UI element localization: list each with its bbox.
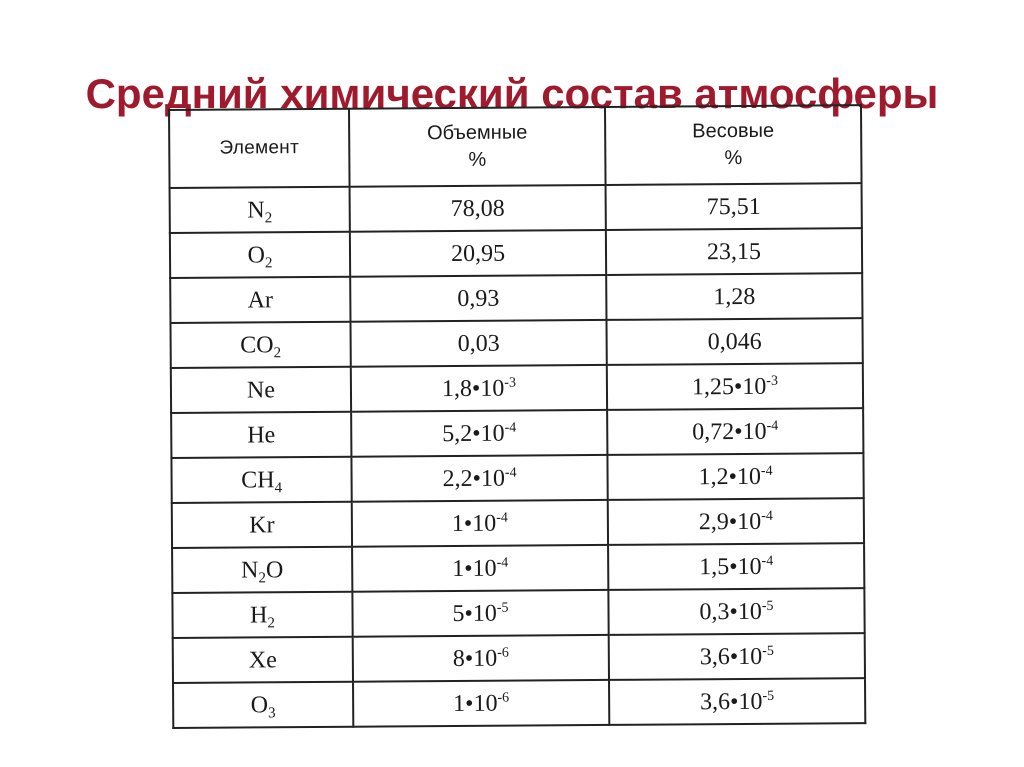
element-symbol: Xe <box>248 646 277 673</box>
weight-percent-cell <box>609 633 865 680</box>
element-symbol: N <box>247 196 265 223</box>
header-weight-unit: % <box>724 146 743 170</box>
volume-value: 1•10 <box>452 555 497 582</box>
header-volume-unit: % <box>468 148 487 171</box>
weight-percent-cell <box>607 453 863 500</box>
weight-percent-cell <box>606 183 862 230</box>
volume-percent-cell <box>350 185 606 232</box>
volume-percent-cell <box>353 635 609 682</box>
table-body <box>170 183 866 728</box>
weight-value: 0,72•10 <box>692 418 767 445</box>
element-subscript: 2 <box>267 614 276 631</box>
composition-table-container <box>168 104 864 727</box>
weight-percent-cell <box>609 678 865 725</box>
volume-percent-cell <box>351 455 607 502</box>
volume-percent-cell <box>352 590 608 637</box>
table-row <box>171 363 863 413</box>
weight-exponent: -4 <box>766 418 779 434</box>
volume-percent-cell <box>352 500 608 547</box>
volume-exponent: -4 <box>496 510 508 526</box>
weight-percent-cell <box>606 273 862 320</box>
table-row <box>170 318 862 368</box>
volume-percent-cell <box>351 365 607 412</box>
volume-exponent: -5 <box>496 600 509 616</box>
weight-value: 1,2•10 <box>698 463 762 490</box>
weight-percent-cell <box>608 498 864 545</box>
element-symbol: N <box>241 556 259 584</box>
weight-percent-cell <box>606 228 862 275</box>
table-row <box>173 678 865 728</box>
element-subscript: 4 <box>274 479 283 496</box>
volume-value: 1,8•10 <box>441 375 505 402</box>
element-subscript: 3 <box>268 704 276 721</box>
weight-exponent: -5 <box>762 688 775 704</box>
weight-value: 0,046 <box>707 328 762 355</box>
element-symbol: Kr <box>249 511 275 538</box>
element-symbol: O <box>250 691 269 718</box>
table-row <box>171 408 863 458</box>
volume-value: 5•10 <box>452 600 497 627</box>
weight-exponent: -4 <box>760 463 773 479</box>
volume-exponent: -4 <box>504 465 517 481</box>
element-symbol: CH <box>241 466 275 493</box>
element-subscript: 2 <box>264 209 273 226</box>
table-row <box>170 273 862 323</box>
weight-exponent: -4 <box>761 553 774 569</box>
element-cell <box>172 502 352 548</box>
element-symbol: He <box>247 421 276 448</box>
header-element <box>169 109 350 188</box>
element-cell <box>170 322 350 368</box>
volume-value: 0,03 <box>457 330 500 357</box>
element-symbol: H <box>250 601 268 628</box>
element-cell <box>172 592 352 638</box>
weight-value: 2,9•10 <box>698 508 762 535</box>
weight-percent-cell <box>608 588 864 635</box>
volume-percent-cell <box>353 680 609 727</box>
element-symbol: O <box>247 241 266 268</box>
weight-percent-cell <box>608 543 864 590</box>
element-symbol: CO <box>240 331 274 359</box>
weight-percent-cell <box>607 408 863 455</box>
volume-exponent: -6 <box>497 690 510 706</box>
element-cell <box>171 367 351 413</box>
element-symbol: Ne <box>246 376 276 403</box>
table-row <box>173 633 865 683</box>
weight-value: 3,6•10 <box>700 688 763 715</box>
element-symbol-tail: O <box>265 556 284 583</box>
weight-exponent: -5 <box>762 643 774 659</box>
weight-value: 1,25•10 <box>691 373 767 400</box>
composition-table <box>168 104 866 729</box>
header-element-label: Элемент <box>219 137 300 159</box>
element-cell <box>170 232 350 278</box>
weight-value: 1,5•10 <box>699 553 762 580</box>
header-volume-percent <box>349 107 606 187</box>
weight-exponent: -4 <box>761 508 773 524</box>
volume-percent-cell <box>351 410 607 457</box>
table-row <box>171 453 863 503</box>
weight-percent-cell <box>606 318 862 365</box>
header-weight-label: Весовые <box>692 119 775 143</box>
element-cell <box>170 277 350 323</box>
element-cell <box>171 457 351 503</box>
weight-value: 1,28 <box>713 283 756 310</box>
element-subscript: 2 <box>258 569 267 586</box>
element-cell <box>170 187 350 233</box>
element-cell <box>171 412 351 458</box>
table-row <box>172 543 864 593</box>
volume-value: 1•10 <box>451 510 497 537</box>
volume-value: 0,93 <box>457 285 500 312</box>
header-volume-label: Объемные <box>426 121 528 145</box>
table-header-row <box>169 105 862 188</box>
volume-exponent: -6 <box>497 645 509 661</box>
volume-percent-cell <box>350 230 606 277</box>
element-subscript: 2 <box>273 344 282 361</box>
volume-exponent: -3 <box>504 375 517 391</box>
volume-value: 2,2•10 <box>442 465 506 492</box>
volume-value: 78,08 <box>450 195 505 222</box>
element-cell <box>172 547 352 593</box>
volume-value: 8•10 <box>452 645 498 672</box>
table-row <box>172 588 864 638</box>
volume-exponent: -4 <box>504 420 517 436</box>
weight-value: 75,51 <box>706 193 761 220</box>
element-cell <box>173 682 353 728</box>
table-row <box>170 183 862 233</box>
header-weight-percent <box>605 105 862 185</box>
element-subscript: 2 <box>264 254 273 271</box>
element-symbol: Ar <box>247 286 274 313</box>
volume-percent-cell <box>350 320 606 367</box>
table-row <box>170 228 862 278</box>
weight-value: 23,15 <box>706 238 762 265</box>
volume-percent-cell <box>352 545 608 592</box>
volume-value: 5,2•10 <box>442 420 505 447</box>
weight-exponent: -3 <box>766 373 778 389</box>
weight-percent-cell <box>607 363 863 410</box>
volume-percent-cell <box>350 275 606 322</box>
slide-title: Средний химический состав атмосферы <box>85 70 939 118</box>
volume-exponent: -4 <box>496 555 509 571</box>
weight-exponent: -5 <box>761 598 774 614</box>
weight-value: 3,6•10 <box>699 643 763 670</box>
element-cell <box>173 637 353 683</box>
weight-value: 0,3•10 <box>699 598 762 625</box>
volume-value: 1•10 <box>453 690 498 717</box>
volume-value: 20,95 <box>450 240 506 267</box>
table-row <box>172 498 864 548</box>
